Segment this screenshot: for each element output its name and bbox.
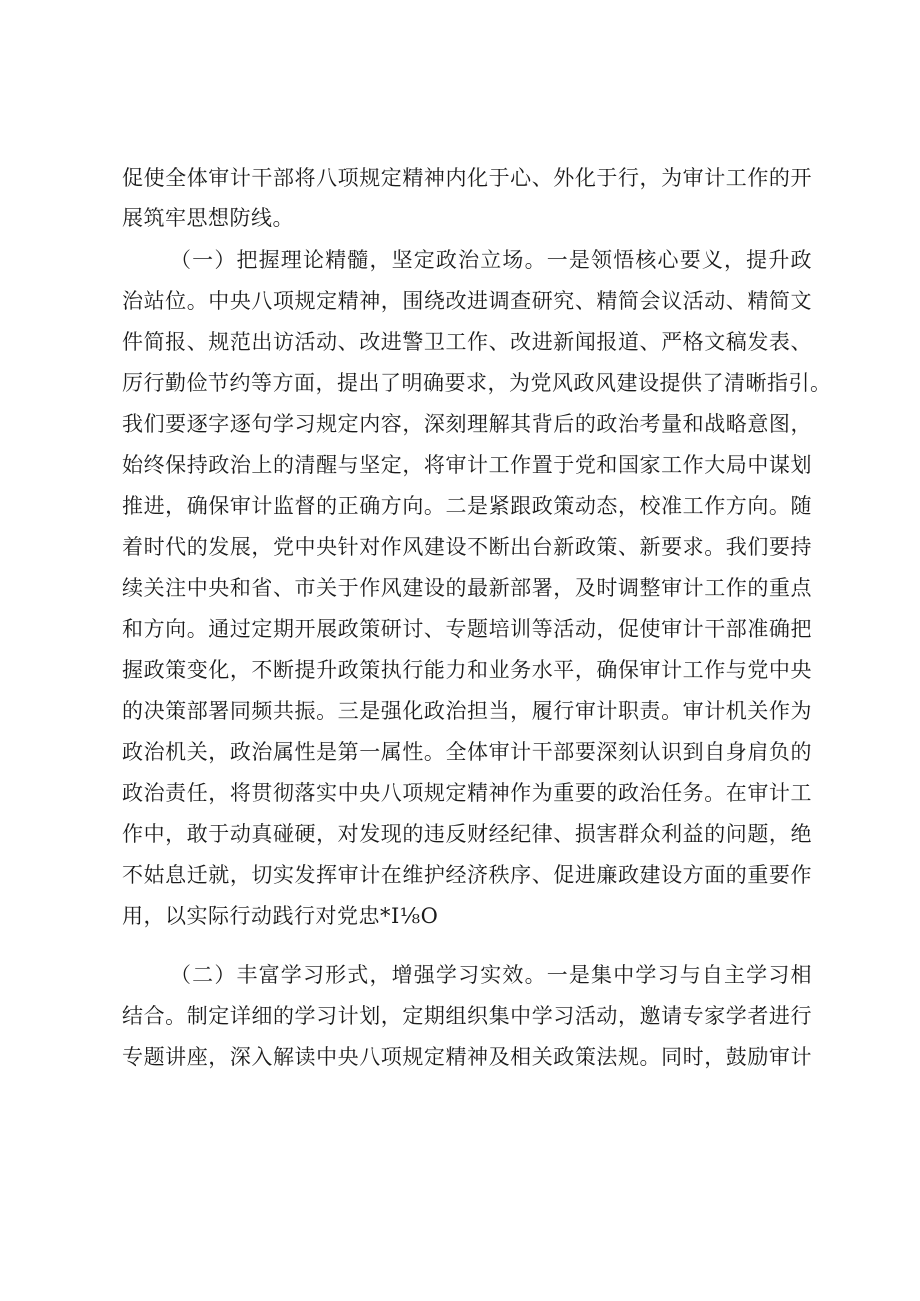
paragraph-line: 着时代的发展，党中央针对作风建设不断出台新政策、新要求。我们要持 (122, 535, 812, 559)
section-heading-line: （二）丰富学习形式，增强学习实效。一是集中学习与自主学习相 (170, 963, 812, 987)
paragraph-line: 握政策变化，不断提升政策执行能力和业务水平，确保审计工作与党中央 (122, 658, 812, 682)
paragraph-line: 结合。制定详细的学习计划，定期组织集中学习活动，邀请专家学者进行 (122, 1004, 812, 1028)
paragraph-line: 的决策部署同频共振。三是强化政治担当，履行审计职责。审计机关作为 (122, 699, 812, 723)
section-heading-line: （一）把握理论精髓，坚定政治立场。一是领悟核心要义，提升政 (170, 248, 812, 272)
paragraph-line: 始终保持政治上的清醒与坚定，将审计工作置于党和国家工作大局中谋划 (122, 453, 812, 477)
paragraph-line: 展筑牢思想防线。 (122, 206, 294, 230)
paragraph-line: 促使全体审计干部将八项规定精神内化于心、外化于行，为审计工作的开 (122, 166, 812, 190)
paragraph-line: 治站位。中央八项规定精神，围绕改进调查研究、精简会议活动、精简文 (122, 289, 812, 313)
paragraph-line: 政治机关，政治属性是第一属性。全体审计干部要深刻认识到自身肩负的 (122, 740, 812, 764)
paragraph-line: 专题讲座，深入解读中央八项规定精神及相关政策法规。同时，鼓励审计 (122, 1045, 812, 1069)
paragraph-line: 续关注中央和省、市关于作风建设的最新部署，及时调整审计工作的重点 (122, 576, 812, 600)
paragraph-line: 不姑息迁就，切实发挥审计在维护经济秩序、促进廉政建设方面的重要作 (122, 863, 812, 887)
paragraph-line: 政治责任，将贯彻落实中央八项规定精神作为重要的政治任务。在审计工 (122, 781, 812, 805)
paragraph-line: 用，以实际行动践行对党忠*I⅛O (122, 904, 439, 928)
paragraph-line: 推进，确保审计监督的正确方向。二是紧跟政策动态，校准工作方向。随 (122, 494, 812, 518)
paragraph-line: 厉行勤俭节约等方面，提出了明确要求，为党风政风建设提供了清晰指引。 (122, 371, 832, 395)
paragraph-line: 作中，敢于动真碰硬，对发现的违反财经纪律、损害群众利益的问题，绝 (122, 822, 812, 846)
paragraph-line: 我们要逐字逐句学习规定内容，深刻理解其背后的政治考量和战略意图， (122, 412, 812, 436)
paragraph-line: 件简报、规范出访活动、改进警卫工作、改进新闻报道、严格文稿发表、 (122, 330, 812, 354)
paragraph-line: 和方向。通过定期开展政策研讨、专题培训等活动，促使审计干部准确把 (122, 617, 812, 641)
